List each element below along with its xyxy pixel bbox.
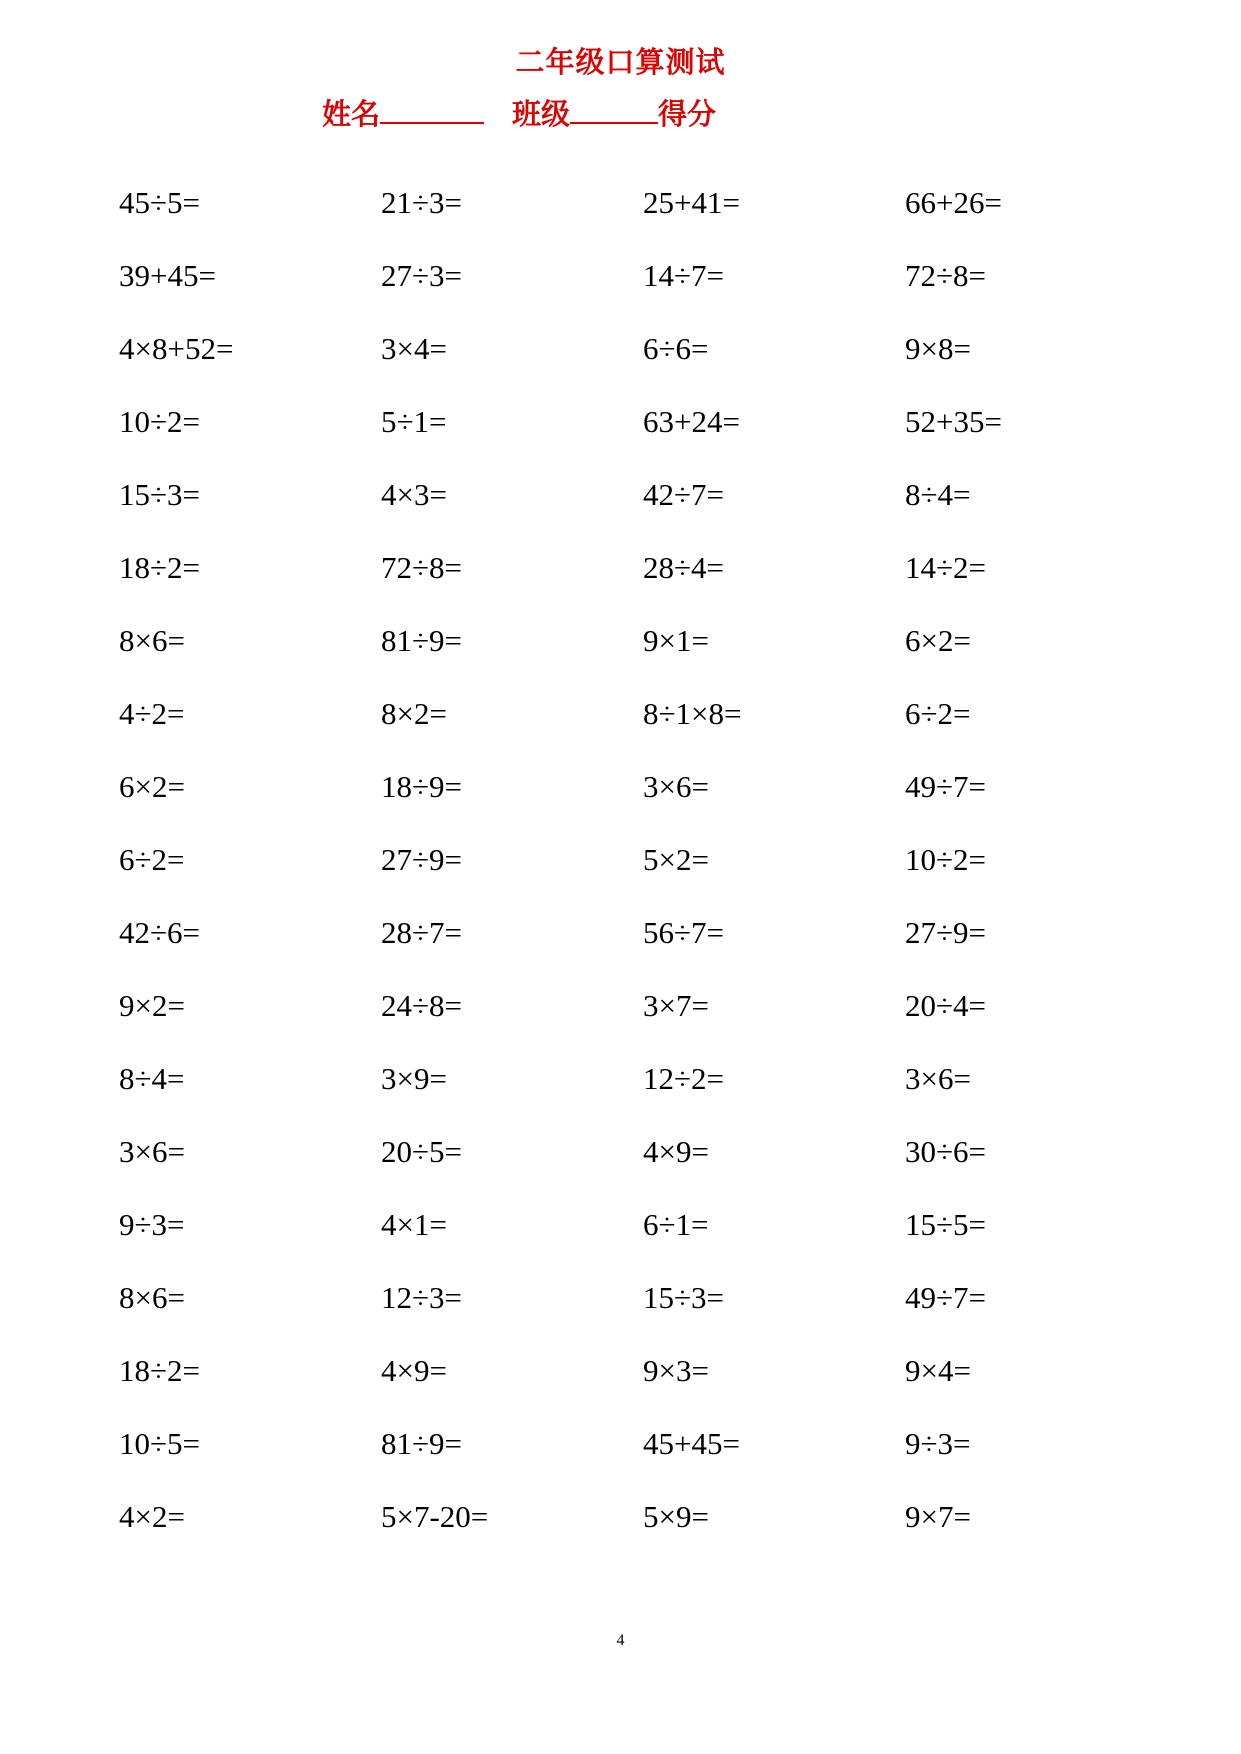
problem-item: 25+41=: [643, 185, 740, 220]
problem-item: 15÷3=: [119, 477, 200, 512]
problem-item: 10÷2=: [119, 404, 200, 439]
name-label: 姓名: [322, 97, 381, 131]
problem-item: 6×2=: [119, 769, 185, 804]
problem-item: 27÷9=: [381, 842, 462, 877]
problem-row: [119, 1134, 1179, 1207]
problem-item: 8×2=: [381, 696, 447, 731]
name-blank: [380, 94, 484, 124]
problem-item: 45+45=: [643, 1426, 740, 1461]
problem-item: 5÷1=: [381, 404, 447, 439]
problem-item: 4÷2=: [119, 696, 185, 731]
problem-item: 8÷4=: [119, 1061, 185, 1096]
problem-item: 49÷7=: [905, 1280, 986, 1315]
problem-row: [119, 1499, 1179, 1572]
problem-item: 15÷3=: [643, 1280, 724, 1315]
problem-item: 28÷4=: [643, 550, 724, 585]
problem-item: 21÷3=: [381, 185, 462, 220]
problem-grid: [119, 185, 1179, 1572]
problem-item: 28÷7=: [381, 915, 462, 950]
problem-item: 8÷4=: [905, 477, 971, 512]
problem-item: 3×4=: [381, 331, 447, 366]
student-info-line: [322, 92, 716, 133]
problem-item: 72÷8=: [905, 258, 986, 293]
problem-row: [119, 331, 1179, 404]
problem-item: 20÷5=: [381, 1134, 462, 1169]
problem-item: 4×3=: [381, 477, 447, 512]
problem-item: 8÷1×8=: [643, 696, 742, 731]
problem-row: [119, 404, 1179, 477]
problem-item: 15÷5=: [905, 1207, 986, 1242]
problem-item: 9÷3=: [905, 1426, 971, 1461]
problem-item: 10÷5=: [119, 1426, 200, 1461]
problem-item: 3×9=: [381, 1061, 447, 1096]
page-title: 二年级口算测试: [515, 45, 726, 79]
problem-item: 4×9=: [643, 1134, 709, 1169]
problem-row: [119, 477, 1179, 550]
problem-row: [119, 1426, 1179, 1499]
problem-row: [119, 258, 1179, 331]
problem-item: 56÷7=: [643, 915, 724, 950]
problem-item: 6÷2=: [905, 696, 971, 731]
problem-item: 5×2=: [643, 842, 709, 877]
problem-item: 14÷2=: [905, 550, 986, 585]
problem-item: 18÷2=: [119, 1353, 200, 1388]
problem-item: 5×9=: [643, 1499, 709, 1534]
problem-item: 45÷5=: [119, 185, 200, 220]
problem-item: 9×4=: [905, 1353, 971, 1388]
problem-item: 30÷6=: [905, 1134, 986, 1169]
class-label: 班级: [512, 97, 571, 131]
problem-item: 4×9=: [381, 1353, 447, 1388]
problem-row: [119, 1353, 1179, 1426]
problem-item: 18÷2=: [119, 550, 200, 585]
problem-item: 24÷8=: [381, 988, 462, 1023]
problem-row: [119, 1280, 1179, 1353]
problem-row: [119, 988, 1179, 1061]
problem-item: 20÷4=: [905, 988, 986, 1023]
problem-item: 63+24=: [643, 404, 740, 439]
problem-item: 12÷3=: [381, 1280, 462, 1315]
problem-item: 4×1=: [381, 1207, 447, 1242]
problem-row: [119, 769, 1179, 842]
problem-item: 4×8+52=: [119, 331, 234, 366]
problem-item: 9×3=: [643, 1353, 709, 1388]
problem-item: 27÷9=: [905, 915, 986, 950]
score-label: 得分: [658, 97, 717, 131]
problem-item: 5×7-20=: [381, 1499, 489, 1534]
problem-item: 42÷7=: [643, 477, 724, 512]
problem-item: 6÷1=: [643, 1207, 709, 1242]
problem-item: 6×2=: [905, 623, 971, 658]
problem-item: 9×2=: [119, 988, 185, 1023]
problem-item: 9×8=: [905, 331, 971, 366]
problem-item: 14÷7=: [643, 258, 724, 293]
problem-item: 3×6=: [905, 1061, 971, 1096]
problem-row: [119, 185, 1179, 258]
problem-item: 3×6=: [643, 769, 709, 804]
problem-row: [119, 623, 1179, 696]
problem-item: 52+35=: [905, 404, 1002, 439]
problem-item: 18÷9=: [381, 769, 462, 804]
problem-item: 81÷9=: [381, 623, 462, 658]
problem-item: 8×6=: [119, 1280, 185, 1315]
page-number: 4: [616, 1632, 625, 1649]
problem-row: [119, 1207, 1179, 1280]
problem-item: 3×6=: [119, 1134, 185, 1169]
problem-item: 3×7=: [643, 988, 709, 1023]
problem-item: 12÷2=: [643, 1061, 724, 1096]
problem-item: 6÷2=: [119, 842, 185, 877]
problem-item: 66+26=: [905, 185, 1002, 220]
problem-item: 8×6=: [119, 623, 185, 658]
problem-item: 9×7=: [905, 1499, 971, 1534]
problem-item: 39+45=: [119, 258, 216, 293]
problem-item: 9×1=: [643, 623, 709, 658]
problem-row: [119, 550, 1179, 623]
problem-item: 81÷9=: [381, 1426, 462, 1461]
problem-item: 10÷2=: [905, 842, 986, 877]
problem-item: 49÷7=: [905, 769, 986, 804]
problem-row: [119, 1061, 1179, 1134]
class-blank: [570, 94, 658, 124]
problem-row: [119, 915, 1179, 988]
problem-row: [119, 842, 1179, 915]
problem-item: 42÷6=: [119, 915, 200, 950]
problem-item: 27÷3=: [381, 258, 462, 293]
problem-row: [119, 696, 1179, 769]
problem-item: 4×2=: [119, 1499, 185, 1534]
problem-item: 6÷6=: [643, 331, 709, 366]
problem-item: 9÷3=: [119, 1207, 185, 1242]
problem-item: 72÷8=: [381, 550, 462, 585]
